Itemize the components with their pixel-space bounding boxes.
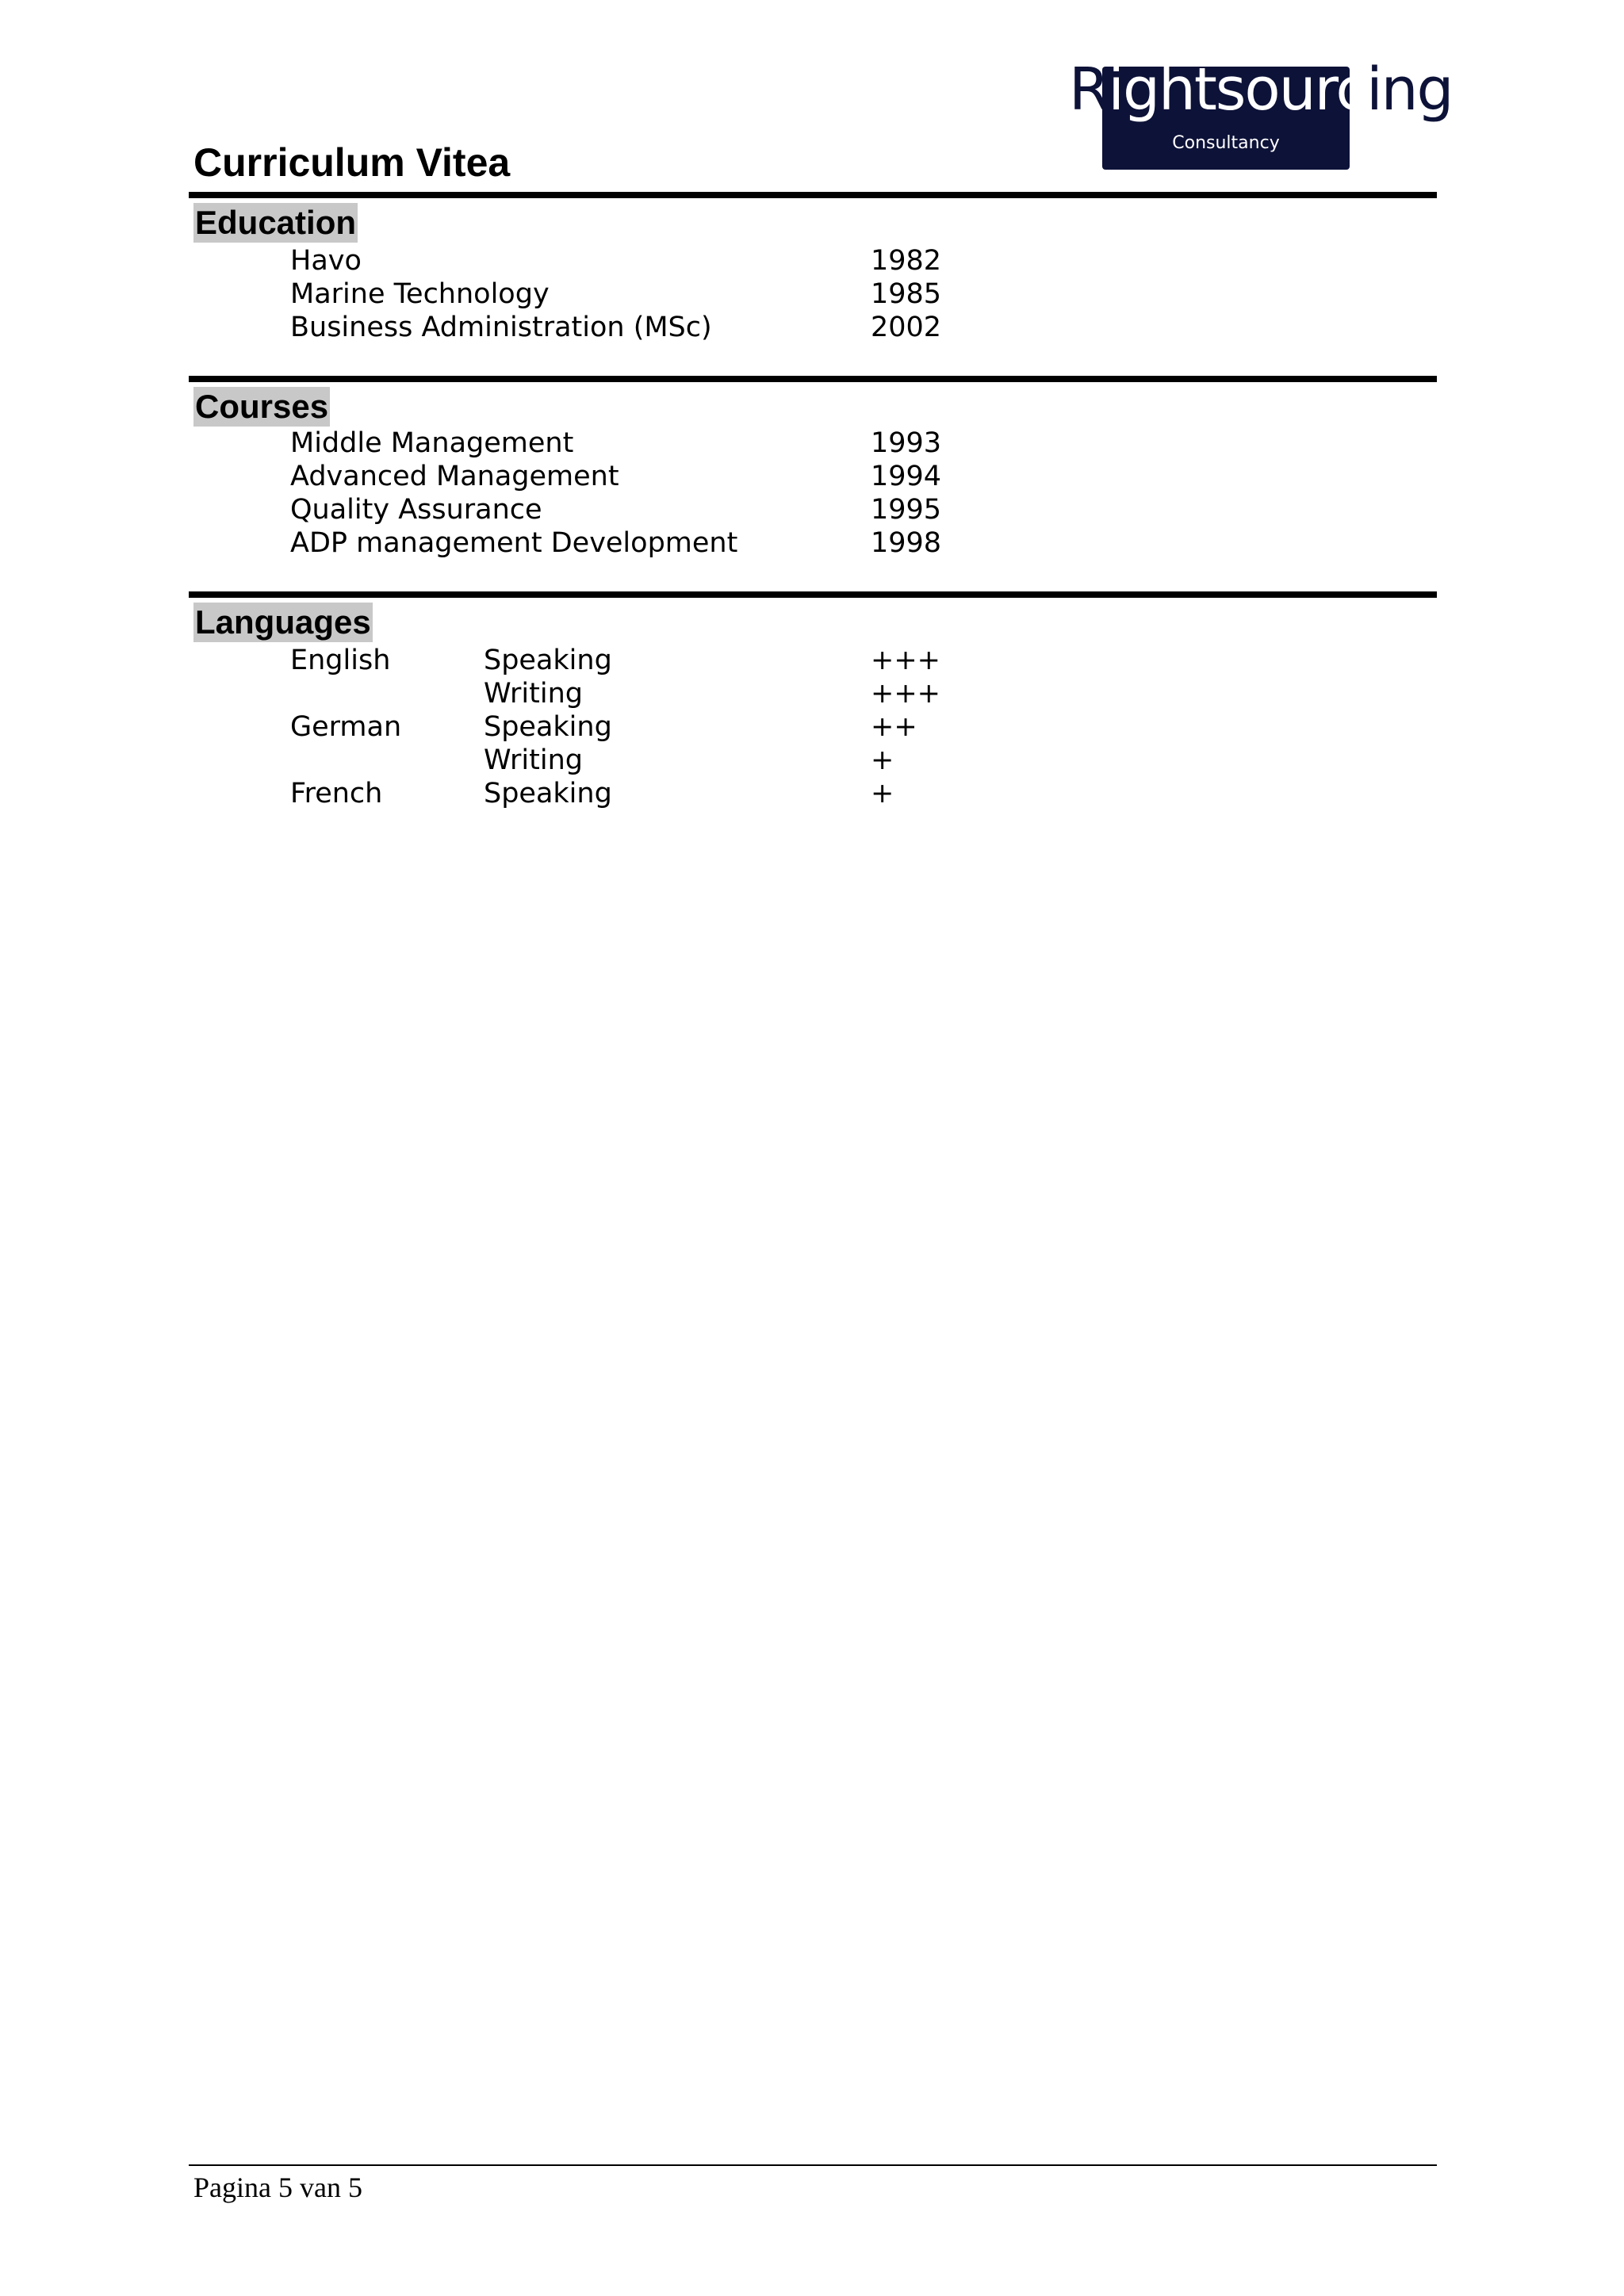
language-level: +++ (871, 645, 940, 676)
language-level: + (871, 778, 894, 809)
course-name: ADP management Development (290, 527, 738, 559)
course-name: Quality Assurance (290, 494, 542, 526)
education-name: Business Administration (MSc) (290, 312, 712, 343)
language-name: French (290, 778, 383, 809)
logo-subtitle: Consultancy (1172, 133, 1280, 153)
company-logo (1069, 55, 1453, 176)
logo-wordmark: Rightsourcing (1069, 55, 1453, 124)
language-level: +++ (871, 678, 940, 710)
education-name: Havo (290, 245, 362, 277)
language-row (0, 644, 1624, 677)
language-skill: Writing (484, 678, 583, 710)
language-skill: Writing (484, 744, 583, 776)
education-year: 1985 (871, 278, 942, 310)
page-title: Curriculum Vitea (193, 140, 511, 185)
course-year: 1993 (871, 427, 942, 459)
language-skill: Speaking (484, 711, 612, 743)
course-row (0, 526, 1624, 560)
language-row (0, 710, 1624, 744)
language-row (0, 777, 1624, 810)
education-year: 1982 (871, 245, 942, 277)
education-heading: Education (195, 204, 357, 241)
course-row (0, 460, 1624, 493)
education-row (0, 277, 1624, 311)
course-name: Middle Management (290, 427, 574, 459)
language-name: English (290, 645, 391, 676)
course-year: 1994 (871, 461, 942, 492)
page-number: Pagina 5 van 5 (193, 2172, 362, 2203)
footer-divider (189, 2164, 1437, 2166)
courses-heading: Courses (195, 388, 329, 425)
language-row (0, 744, 1624, 777)
courses-divider (189, 591, 1437, 598)
language-skill: Speaking (484, 778, 612, 809)
languages-heading: Languages (195, 603, 371, 641)
course-year: 1998 (871, 527, 942, 559)
language-level: + (871, 744, 894, 776)
education-name: Marine Technology (290, 278, 550, 310)
course-row (0, 493, 1624, 526)
course-row (0, 427, 1624, 460)
title-divider (189, 192, 1437, 198)
education-divider (189, 376, 1437, 382)
language-row (0, 677, 1624, 710)
language-skill: Speaking (484, 645, 612, 676)
education-row (0, 244, 1624, 277)
course-name: Advanced Management (290, 461, 619, 492)
course-year: 1995 (871, 494, 942, 526)
education-year: 2002 (871, 312, 942, 343)
education-row (0, 311, 1624, 344)
language-level: ++ (871, 711, 917, 743)
language-name: German (290, 711, 402, 743)
